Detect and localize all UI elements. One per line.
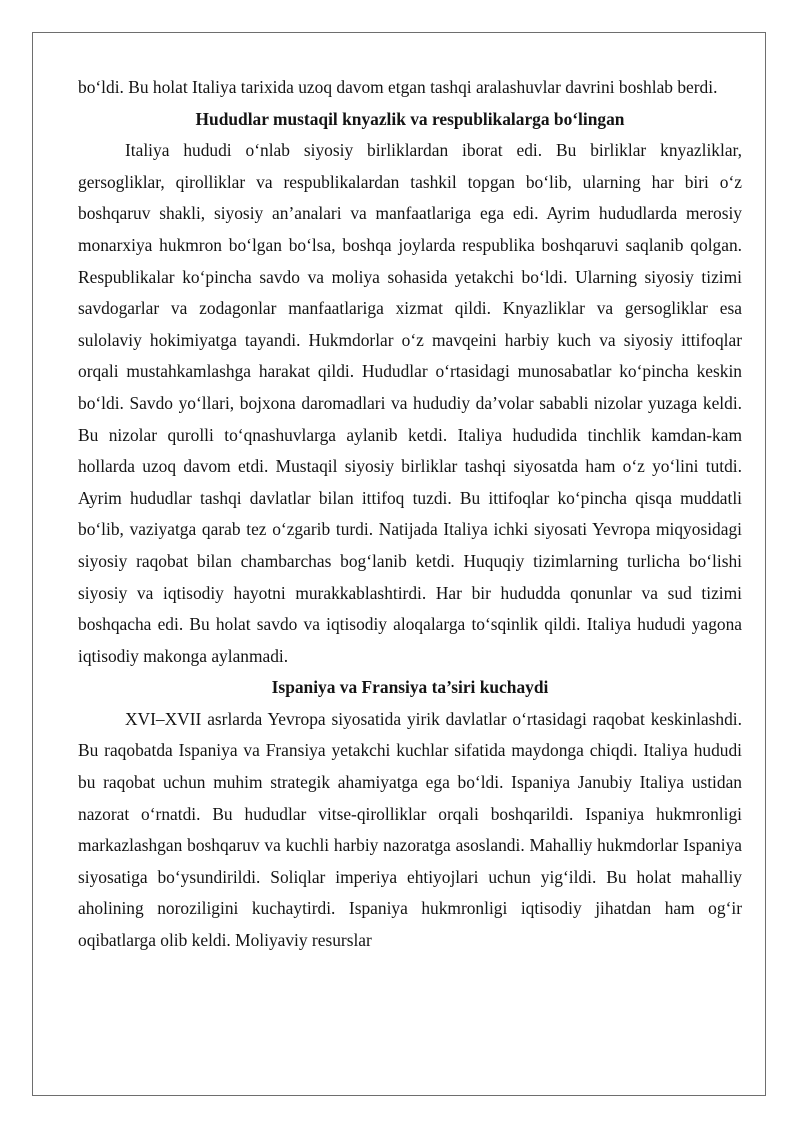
paragraph-regions: Italiya hududi o‘nlab siyosiy birliklardan iborat edi. Bu birliklar knyazliklar, gersogliklar, qirolliklar va respublikalardan tashkil topgan bo‘lib, ularning har biri o‘z boshqaruv shakli, siyosiy an’analari va manfaatlariga ega edi. Ayrim hududlarda merosiy monarxiya hukmron bo‘lgan bo‘lsa, boshqa joylarda respublika boshqaruvi saqlanib qolgan. Respublikalar ko‘pincha savdo va moliya sohasida yetakchi bo‘ldi. Ularning siyosiy tizimi savdogarlar va zodagonlar manfaatlariga xizmat qildi. Knyazliklar va gersogliklar esa sulolaviy hokimiyatga tayandi. Hukmdorlar o‘z mavqeini harbiy kuch va siyosiy ittifoqlar orqali mustahkamlashga harakat qildi. Hududlar o‘rtasidagi munosabatlar ko‘pincha keskin bo‘ldi. Savdo yo‘llari, bojxona daromadlari va hududiy da’volar sababli nizolar yuzaga keldi. Bu nizolar qurolli to‘qnashuvlarga aylanib ketdi. Italiya hududida tinchlik kamdan-kam hollarda uzoq davom etdi. Mustaqil siyosiy birliklar tashqi siyosatda ham o‘z yo‘lini tutdi. Ayrim hududlar tashqi davlatlar bilan ittifoq tuzdi. Bu ittifoqlar ko‘pincha qisqa muddatli bo‘lib, vaziyatga qarab tez o‘zgarib turdi. Natijada Italiya ichki siyosati Yevropa miqyosidagi siyosiy raqobat bilan chambarchas bog‘lanib ketdi. Huquqiy tizimlarning turlicha bo‘lishi siyosiy va iqtisodiy hayotni murakkablashtirdi. Har bir hududda qonunlar va sud tizimi boshqacha edi. Bu holat savdo va iqtisodiy aloqalarga to‘sqinlik qildi. Italiya hududi yagona iqtisodiy makonga aylanmadi.: [78, 140, 742, 666]
paragraph-spain-france: XVI–XVII asrlarda Yevropa siyosatida yirik davlatlar o‘rtasidagi raqobat keskinlashdi. Bu raqobatda Ispaniya va Fransiya yetakchi kuchlar sifatida maydonga chiqdi. Italiya hududi bu raqobat uchun muhim strategik ahamiyatga ega bo‘ldi. Ispaniya Janubiy Italiya ustidan nazorat o‘rnatdi. Bu hududlar vitse-qirolliklar orqali boshqarildi. Ispaniya hukmronligi markazlashgan boshqaruv va kuchli harbiy nazoratga asoslandi. Mahalliy hukmdorlar Ispaniya siyosatiga bo‘ysundirildi. Soliqlar imperiya ehtiyojlari uchun yig‘ildi. Bu holat mahalliy aholining noroziligini kuchaytirdi. Ispaniya hukmronligi iqtisodiy jihatdan ham og‘ir oqibatlarga olib keldi. Moliyaviy resurslar: [78, 708, 742, 951]
document-body: [78, 72, 742, 957]
section-heading-spain-france: Ispaniya va Fransiya ta’siri kuchaydi: [271, 677, 549, 698]
paragraph-continued: bo‘ldi. Bu holat Italiya tarixida uzoq davom etgan tashqi aralashuvlar davrini boshlab berdi.: [78, 77, 718, 97]
section-heading-regions: Hududlar mustaqil knyazlik va respublikalarga bo‘lingan: [195, 108, 625, 129]
